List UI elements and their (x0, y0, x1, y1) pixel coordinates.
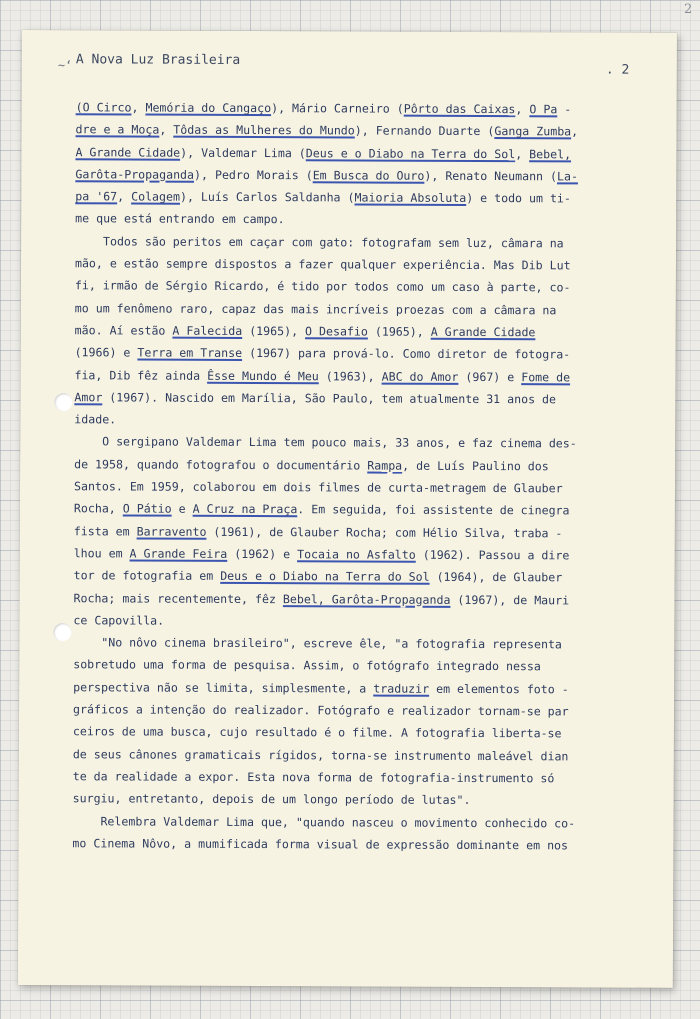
text-segment: (1964), de Glauber (429, 570, 563, 585)
text-segment: Todos são peritos em caçar com gato: fotografam sem luz, câmara na (75, 234, 564, 251)
text-line (74, 386, 620, 411)
underlined-title: Bebel, (529, 146, 572, 161)
text-line (74, 564, 620, 589)
underlined-title: Ganga Zumba (494, 124, 572, 139)
text-segment: (1966) e (74, 345, 138, 360)
text-line (74, 364, 620, 389)
underlined-title: Barravento (136, 524, 207, 539)
text-segment: ), Pedro Morais ( (194, 167, 313, 183)
text-segment: lhou em (73, 546, 130, 561)
page-header-title: A Nova Luz Brasileira (75, 52, 241, 68)
text-line (75, 141, 621, 166)
text-segment: , (131, 100, 146, 115)
underlined-title: (O Circo (75, 100, 132, 115)
text-segment: Santos. Em 1959, colaborou em dois filmes de curta-metragem de Glauber (73, 479, 563, 496)
text-segment: "No nôvo cinema brasileiro", escreve êle, "a fotografia representa (73, 635, 562, 652)
underlined-title: A Grande Cidade (75, 144, 181, 160)
text-line (74, 520, 620, 545)
typewritten-page (18, 30, 677, 988)
text-segment: (1961), de Glauber Rocha; com Hélio Silva, traba - (206, 524, 563, 541)
text-line (75, 297, 621, 322)
text-segment: (1962) e (227, 546, 298, 562)
underlined-title: Tôdas as Mulheres do Mundo (173, 122, 355, 138)
punch-hole (53, 623, 71, 641)
body-text (72, 96, 621, 856)
underlined-title: A Cruz na Praça (192, 502, 298, 517)
text-segment: gráficos a intenção do realizador. Fotógrafo e realizador tornam-se par (73, 702, 569, 719)
text-line (73, 810, 619, 835)
text-segment: , (159, 122, 174, 137)
text-segment: (1965), (367, 324, 431, 339)
underlined-title: A Grande Cidade (430, 324, 536, 340)
text-line (73, 787, 619, 812)
underlined-title: Maioria Absoluta (354, 190, 467, 206)
text-segment: tor de fotografia em (73, 568, 221, 584)
underlined-title: O Pátio (122, 501, 172, 517)
punch-hole (54, 393, 72, 411)
text-line (73, 698, 619, 723)
underlined-title: Deus e o Diabo na Terra do Sol (220, 569, 430, 585)
text-line (74, 498, 620, 523)
text-segment: ), Valdemar Lima ( (180, 145, 306, 160)
underlined-title: Pôrto das Caixas (403, 101, 516, 117)
text-segment: ), Luís Carlos Saldanha ( (179, 189, 355, 205)
text-line (73, 609, 619, 634)
text-line (74, 475, 620, 500)
text-segment: Rocha, (73, 501, 123, 516)
text-line (73, 676, 619, 701)
underlined-title: Colagem (131, 189, 181, 204)
text-segment: fista em (73, 523, 137, 539)
underlined-title: O Desafio (305, 324, 368, 339)
text-segment: , (117, 189, 132, 204)
underlined-title: La- (556, 169, 579, 184)
underlined-title: O Pa (529, 102, 558, 117)
underlined-title: Memória do Cangaço (145, 100, 272, 116)
text-segment: (1967) para prová-lo. Como diretor de fotogra- (242, 346, 571, 362)
text-segment: ), Fernando Duarte ( (354, 123, 495, 139)
underlined-title: A Grande Feira (129, 546, 228, 561)
text-segment: de seus cânones gramaticais rígidos, torna-se instrumento maleável dian (72, 746, 569, 764)
text-segment: de 1958, quando fotografou o documentário (74, 456, 368, 473)
text-segment: ), Mário Carneiro ( (271, 101, 404, 116)
text-segment: ce Capovilla. (73, 613, 165, 628)
text-segment: ceiros de uma busca, cujo resultado é o filme. A fotografia liberta-se (72, 724, 562, 741)
text-segment: mão, e estão sempre dispostos a fazer qualquer experiência. Mas Dib Lut (74, 256, 571, 273)
text-line (75, 185, 621, 210)
text-line (75, 163, 621, 188)
text-line (75, 208, 621, 233)
underlined-title: Bebel, Garôta-Propaganda (282, 591, 451, 607)
text-segment: (1967), de Mauri (450, 592, 570, 607)
text-line (74, 408, 620, 433)
page-number: . 2 (605, 62, 630, 78)
text-segment: idade. (74, 412, 117, 427)
text-line (73, 743, 619, 768)
text-line (73, 721, 619, 746)
text-line (72, 832, 618, 857)
text-line (73, 654, 619, 679)
text-segment: ), Renato Neumann ( (424, 168, 558, 184)
text-segment: te da realidade a expor. Esta nova forma de fotografia-instrumento só (72, 769, 555, 786)
underlined-title: Amor (74, 390, 103, 405)
underlined-title: traduzir (373, 681, 430, 696)
underlined-title: Fome de (521, 369, 571, 384)
underlined-title: Em Busca do Ouro (312, 168, 425, 183)
text-segment: em elementos foto - (429, 681, 569, 697)
underlined-title: Êsse Mundo é Meu (207, 368, 319, 383)
text-segment: e (171, 502, 193, 517)
text-line (73, 765, 619, 790)
underlined-title: Deus e o Diabo na Terra do Sol (305, 145, 516, 161)
text-segment: (967) e (458, 369, 522, 384)
text-segment: mão. Aí estão (74, 323, 173, 338)
text-line (75, 252, 621, 277)
text-segment: mo Cinema Nôvo, a mumificada forma visual de expressão dominante em nos (72, 836, 569, 853)
corner-page-mark: 2 (684, 2, 693, 17)
text-line (76, 119, 622, 144)
text-line (75, 341, 621, 366)
text-segment: , de Luís Paulino dos (402, 458, 549, 474)
text-segment: (1965), (242, 323, 306, 339)
text-segment: . Em seguida, foi assistente de cinegra (297, 502, 570, 518)
text-segment: (1963), (318, 368, 382, 384)
text-segment: fi, irmão de Sérgio Ricardo, é tido por todos como um caso à parte, co- (74, 278, 571, 295)
text-segment: O sergipano Valdemar Lima tem pouco mais, 33 anos, e faz cinema des- (74, 434, 577, 451)
text-line (75, 230, 621, 255)
text-line (74, 453, 620, 478)
text-line (74, 431, 620, 456)
text-line (73, 587, 619, 612)
text-segment: ) e todo um ti- (466, 191, 571, 206)
text-line (76, 96, 622, 121)
text-line (73, 631, 619, 656)
text-line (74, 542, 620, 567)
underlined-title: dre e a Moça (75, 122, 160, 137)
text-segment: Rocha; mais recentemente, fêz (73, 590, 283, 606)
underlined-title: Terra em Transe (137, 345, 243, 361)
text-segment: perspectiva não se limita, simplesmente, a (73, 679, 374, 696)
text-segment: , (515, 146, 530, 161)
underlined-title: pa '67 (75, 189, 118, 204)
underlined-title: ABC do Amor (381, 369, 459, 384)
text-segment: me que está entrando em campo. (75, 211, 285, 227)
pen-mark: ~‘ (57, 58, 73, 73)
text-segment: (1967). Nascido em Marília, São Paulo, tem atualmente 31 anos de (102, 390, 557, 407)
underlined-title: Rampa (367, 458, 403, 473)
text-segment: , (515, 102, 530, 117)
text-line (75, 275, 621, 300)
underlined-title: Garôta-Propaganda (75, 167, 195, 182)
text-segment: - (557, 102, 572, 117)
text-segment: fia, Dib fêz ainda (74, 367, 208, 383)
text-segment: sobretudo uma forma de pesquisa. Assim, o fotógrafo integrado nessa (73, 657, 541, 674)
underlined-title: Tocaia no Asfalto (297, 547, 416, 562)
text-segment: surgiu, entretanto, depois de um longo período de lutas". (72, 791, 471, 808)
underlined-title: A Falecida (172, 323, 243, 338)
text-segment: , (571, 124, 579, 139)
text-segment: (1962). Passou a dire (415, 547, 570, 563)
text-line (75, 319, 621, 344)
text-segment: mo um fenômeno raro, capaz das mais incríveis proezas com a câmara na (74, 300, 557, 318)
text-segment: Relembra Valdemar Lima que, "quando nasceu o movimento conhecido co- (72, 813, 576, 830)
